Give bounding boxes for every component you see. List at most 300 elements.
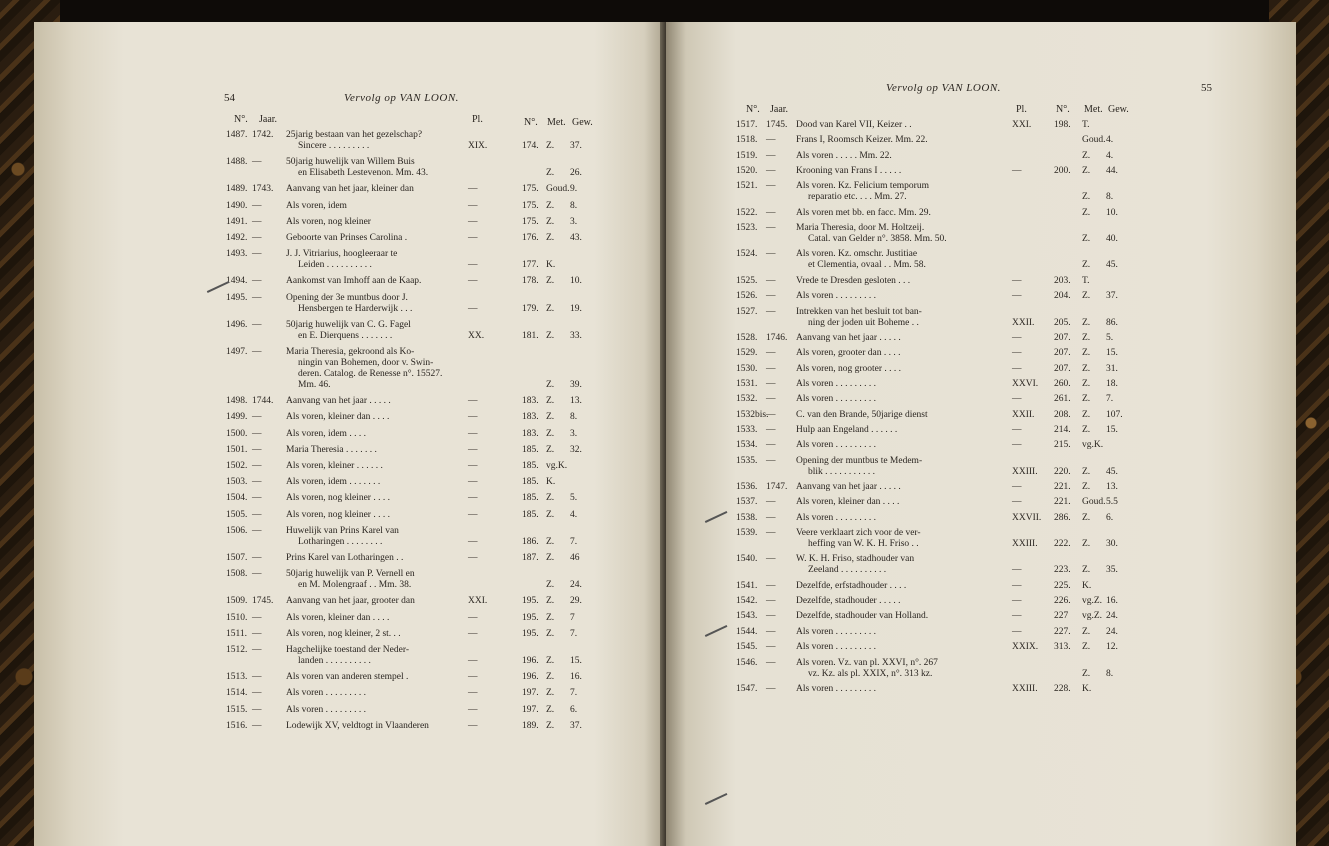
entry-metal: Goud. <box>1082 135 1106 146</box>
table-row <box>34 672 654 683</box>
table-row <box>34 429 654 440</box>
entry-year: — <box>252 672 262 683</box>
entry-year: — <box>252 493 262 504</box>
entry-weight: 5. <box>570 493 578 504</box>
table-row <box>666 410 1286 421</box>
entry-weight: 13. <box>570 396 582 407</box>
entry-description: Als voren van anderen stempel . <box>286 672 409 683</box>
entry-weight: 15. <box>1106 348 1118 359</box>
entry-description: Hulp aan Engeland . . . . . . <box>796 424 898 435</box>
entry-weight: 8. <box>1106 192 1114 203</box>
entry-plate-number: 227. <box>1054 626 1071 637</box>
entry-year: — <box>766 275 776 286</box>
entry-year: — <box>252 412 262 423</box>
entry-description: Als voren, nog grooter . . . . <box>796 363 902 374</box>
entry-number: 1536. <box>736 482 758 492</box>
entry-plate-number: 186. <box>522 536 539 547</box>
entry-plate: — <box>1012 291 1022 302</box>
entry-number: 1525. <box>736 275 758 286</box>
entry-plate-number: 313. <box>1054 642 1071 653</box>
entry-year: — <box>766 207 776 218</box>
entry-description: Als voren. Kz. omschr. Justitiae <box>796 249 918 260</box>
entry-plate: — <box>1012 482 1022 492</box>
entry-year: — <box>766 306 776 317</box>
entry-weight: 6. <box>1106 512 1114 523</box>
table-row <box>34 596 654 607</box>
table-row <box>34 320 654 342</box>
entry-metal: Z. <box>546 628 555 639</box>
entry-number: 1511. <box>226 628 248 639</box>
entry-description: 50jarig huwelijk van P. Vernell en <box>286 569 415 580</box>
entry-description: Dezelfde, stadhouder van Holland. <box>796 611 929 622</box>
entry-description: Als voren, kleiner . . . . . . <box>286 461 383 471</box>
table-row <box>666 348 1286 359</box>
entry-description: Als voren . . . . . . . . . <box>796 683 876 694</box>
table-row <box>34 688 654 699</box>
entry-metal: vg.K. <box>546 461 568 471</box>
entry-description: Als voren . . . . . . . . . <box>796 642 876 653</box>
entry-metal: Goud. <box>546 184 570 195</box>
entry-plate-number: 183. <box>522 396 539 407</box>
entry-plate: — <box>468 216 478 227</box>
entry-plate: — <box>468 233 478 243</box>
entry-metal: vg.Z. <box>1082 596 1103 607</box>
entry-description: Maria Theresia . . . . . . . <box>286 444 377 455</box>
entry-plate-number: 196. <box>522 656 539 666</box>
entry-description: Hensbergen te Harderwijk . . . <box>298 303 413 314</box>
entry-description: Als voren . . . . . Mm. 22. <box>796 150 892 161</box>
entry-metal: Z. <box>1082 482 1091 492</box>
table-row <box>666 513 1286 524</box>
table-row <box>34 553 654 564</box>
table-row <box>34 347 654 391</box>
entry-number: 1495. <box>226 292 248 303</box>
entry-metal: Z. <box>546 580 555 591</box>
entry-plate: — <box>468 688 478 699</box>
entry-description: Maria Theresia, door M. Holtzeij. <box>796 223 925 234</box>
table-row <box>666 166 1286 177</box>
page-number: 55 <box>1201 82 1212 94</box>
entry-year: — <box>766 424 776 435</box>
entry-weight: 37. <box>570 141 582 151</box>
entry-description: Opening der 3e muntbus door J. <box>286 292 408 303</box>
entry-year: — <box>252 276 262 287</box>
entry-metal: Z. <box>1082 539 1091 550</box>
entry-weight: 7. <box>570 628 578 639</box>
entry-description: en Elisabeth Lestevenon. Mm. 43. <box>298 168 429 179</box>
entry-metal: Z. <box>546 509 555 520</box>
entry-plate: XXI. <box>468 596 488 607</box>
entry-metal: Z. <box>546 493 555 504</box>
entry-year: — <box>766 657 776 668</box>
entry-plate-number: 220. <box>1054 466 1071 477</box>
table-row <box>666 497 1286 508</box>
entry-description: 25jarig bestaan van het gezelschap? <box>286 130 423 140</box>
entry-description: Maria Theresia, gekroond als Ko- <box>286 347 415 357</box>
entry-metal: Z. <box>1082 424 1091 435</box>
entry-weight: 29. <box>570 596 582 607</box>
entry-description: Als voren, grooter dan . . . . <box>796 348 901 359</box>
table-row <box>34 461 654 472</box>
entry-number: 1497. <box>226 347 248 357</box>
entry-description: Als voren . . . . . . . . . <box>796 512 876 523</box>
entry-number: 1530. <box>736 363 758 374</box>
entry-number: 1487. <box>226 130 248 140</box>
entry-description: Als voren, nog kleiner <box>286 216 371 227</box>
col-header-nr: N°. <box>1056 104 1070 115</box>
entry-description: Frans I, Roomsch Keizer. Mm. 22. <box>796 135 928 146</box>
table-row <box>34 396 654 407</box>
entry-weight: 39. <box>570 380 582 390</box>
entry-number: 1519. <box>736 150 758 161</box>
entry-description: vz. Kz. als pl. XXIX, n°. 313 kz. <box>808 668 933 679</box>
entry-metal: Z. <box>546 380 555 390</box>
entry-weight: 45. <box>1106 260 1118 271</box>
entry-metal: Z. <box>546 233 555 243</box>
entry-description: Lotharingen . . . . . . . . <box>298 536 383 547</box>
entry-year: 1746. <box>766 332 788 343</box>
entry-metal: Z. <box>1082 317 1091 328</box>
entry-metal: Z. <box>1082 409 1091 420</box>
entry-weight: 44. <box>1106 166 1118 177</box>
entry-year: — <box>252 157 262 168</box>
entry-plate-number: 207. <box>1054 363 1071 374</box>
entry-weight: 7 <box>570 612 575 623</box>
entry-weight: 24. <box>1106 626 1118 637</box>
entry-plate-number: 200. <box>1054 166 1071 177</box>
table-row <box>666 627 1286 638</box>
table-row <box>34 276 654 287</box>
entry-year: — <box>766 642 776 653</box>
entry-weight: 16. <box>570 672 582 683</box>
entry-metal: Z. <box>1082 234 1091 245</box>
entry-plate: — <box>1012 348 1022 359</box>
entry-weight: 35. <box>1106 565 1118 576</box>
table-row <box>34 412 654 423</box>
entry-year: — <box>252 216 262 227</box>
entry-number: 1504. <box>226 493 248 504</box>
entry-number: 1528. <box>736 332 758 343</box>
entry-description: reparatio etc. . . . Mm. 27. <box>808 192 907 203</box>
entry-plate-number: 185. <box>522 477 539 488</box>
entry-year: — <box>252 720 262 731</box>
entry-year: — <box>252 428 262 439</box>
entry-weight: 37. <box>1106 291 1118 302</box>
entry-plate: XXIII. <box>1012 683 1038 694</box>
entry-number: 1521. <box>736 181 758 192</box>
entry-number: 1535. <box>736 455 758 466</box>
entry-plate: — <box>1012 440 1022 451</box>
entry-year: — <box>252 645 262 655</box>
entry-weight: 30. <box>1106 539 1118 550</box>
entry-metal: vg.Z. <box>1082 611 1103 622</box>
left-page <box>34 22 666 846</box>
entry-description: Lodewijk XV, veldtogt in Vlaanderen <box>286 720 429 731</box>
entry-weight: 8. <box>570 412 578 423</box>
entry-weight: 107. <box>1106 409 1123 420</box>
entry-metal: K. <box>546 477 556 488</box>
entry-metal: T. <box>1082 275 1090 286</box>
scan-top-band <box>0 0 1329 22</box>
entry-description: Aanvang van het jaar, grooter dan <box>286 596 415 607</box>
entry-number: 1534. <box>736 440 758 451</box>
entry-description: landen . . . . . . . . . . <box>298 656 371 666</box>
entry-plate-number: 197. <box>522 688 539 699</box>
table-row <box>666 611 1286 622</box>
entry-metal: Z. <box>1082 394 1091 405</box>
entry-plate: — <box>1012 424 1022 435</box>
entry-year: — <box>766 683 776 694</box>
entry-number: 1508. <box>226 569 248 580</box>
entry-year: — <box>766 512 776 523</box>
entry-plate: — <box>468 260 478 271</box>
entry-plate: — <box>468 509 478 520</box>
entry-number: 1542. <box>736 596 758 607</box>
entry-number: 1532bis. <box>736 409 769 420</box>
entry-metal: Z. <box>546 656 555 666</box>
entry-number: 1503. <box>226 477 248 488</box>
col-header-gew: Gew. <box>572 117 593 128</box>
entry-description: en E. Dierquens . . . . . . . <box>298 330 393 341</box>
table-row <box>666 528 1286 550</box>
entry-metal: T. <box>1082 120 1090 130</box>
entry-weight: 19. <box>570 303 582 314</box>
entry-weight: 9. <box>570 184 578 195</box>
table-row <box>666 596 1286 607</box>
entry-description: Als voren, nog kleiner . . . . <box>286 509 390 520</box>
entry-description: Aanvang van het jaar . . . . . <box>796 482 901 492</box>
entry-description: Mm. 46. <box>298 380 331 390</box>
entry-metal: Z. <box>1082 207 1091 218</box>
entry-year: — <box>252 612 262 623</box>
entry-metal: Z. <box>546 553 555 563</box>
entry-number: 1538. <box>736 512 758 523</box>
entry-plate-number: 185. <box>522 509 539 520</box>
entry-description: Als voren, idem . . . . . . . <box>286 477 381 488</box>
entry-year: — <box>252 461 262 471</box>
table-row <box>34 705 654 716</box>
entry-number: 1506. <box>226 525 248 536</box>
entry-plate: — <box>468 553 478 563</box>
entry-number: 1531. <box>736 378 758 389</box>
entry-description: Als voren, nog kleiner . . . . <box>286 493 390 504</box>
entry-number: 1541. <box>736 580 758 591</box>
entry-year: — <box>252 628 262 639</box>
entry-year: — <box>766 348 776 359</box>
entry-year: 1745. <box>252 596 274 607</box>
table-row <box>34 493 654 504</box>
entry-plate: — <box>1012 565 1022 576</box>
entry-year: — <box>252 444 262 455</box>
entry-plate-number: 195. <box>522 628 539 639</box>
entry-number: 1516. <box>226 720 248 731</box>
table-row <box>34 184 654 195</box>
entry-plate-number: 226. <box>1054 596 1071 607</box>
entry-metal: Z. <box>1082 642 1091 653</box>
table-row <box>666 684 1286 695</box>
entry-plate-number: 176. <box>522 233 539 243</box>
entry-plate-number: 260. <box>1054 378 1071 389</box>
entry-weight: 8. <box>570 200 578 211</box>
entry-year: 1747. <box>766 482 788 492</box>
col-header-nr: N°. <box>524 117 538 128</box>
entry-weight: 16. <box>1106 596 1118 607</box>
table-row <box>34 629 654 640</box>
table-row <box>666 181 1286 203</box>
table-row <box>666 120 1286 131</box>
entry-description: W. K. H. Friso, stadhouder van <box>796 554 915 565</box>
entry-metal: K. <box>1082 580 1092 591</box>
entry-plate: — <box>468 461 478 471</box>
col-header-met: Met. <box>547 117 566 128</box>
entry-plate: — <box>468 656 478 666</box>
entry-weight: 10. <box>1106 207 1118 218</box>
entry-plate-number: 178. <box>522 276 539 287</box>
entry-weight: 13. <box>1106 482 1118 492</box>
table-row <box>666 135 1286 146</box>
entry-number: 1488. <box>226 157 248 168</box>
table-row <box>666 658 1286 680</box>
entry-description: Vrede te Dresden gesloten . . . <box>796 275 911 286</box>
entry-year: — <box>766 455 776 466</box>
entry-metal: Z. <box>1082 260 1091 271</box>
table-row <box>666 456 1286 478</box>
entry-metal: Z. <box>546 596 555 607</box>
entry-plate: — <box>468 493 478 504</box>
entry-plate-number: 198. <box>1054 120 1071 130</box>
entry-weight: 37. <box>570 720 582 731</box>
entry-plate: — <box>1012 394 1022 405</box>
entry-year: — <box>766 554 776 565</box>
entry-plate-number: 183. <box>522 412 539 423</box>
entry-metal: Z. <box>546 672 555 683</box>
entry-plate-number: 204. <box>1054 291 1071 302</box>
table-row <box>666 291 1286 302</box>
entry-weight: 45. <box>1106 466 1118 477</box>
entry-number: 1492. <box>226 233 248 243</box>
entry-weight: 15. <box>570 656 582 666</box>
entry-plate-number: 228. <box>1054 683 1071 694</box>
entry-plate-number: 195. <box>522 612 539 623</box>
entry-weight: 5. <box>1106 332 1114 343</box>
entry-year: — <box>766 166 776 177</box>
entry-year: — <box>766 580 776 591</box>
entry-year: — <box>252 347 262 357</box>
entry-plate-number: 185. <box>522 444 539 455</box>
table-row <box>34 233 654 244</box>
entry-plate: — <box>468 303 478 314</box>
entry-plate: XXII. <box>1012 409 1035 420</box>
pencil-mark <box>705 793 727 805</box>
entry-weight: 10. <box>570 276 582 287</box>
entry-plate-number: 261. <box>1054 394 1071 405</box>
entry-metal: Z. <box>1082 166 1091 177</box>
entry-plate-number: 174. <box>522 141 539 151</box>
entry-year: — <box>252 688 262 699</box>
entry-number: 1513. <box>226 672 248 683</box>
entry-description: Veere verklaart zich voor de ver- <box>796 528 921 539</box>
table-row <box>34 569 654 591</box>
entry-weight: 4. <box>570 509 578 520</box>
entry-year: 1745. <box>766 120 788 130</box>
entry-metal: Z. <box>1082 512 1091 523</box>
table-row <box>34 157 654 179</box>
entry-description: Huwelijk van Prins Karel van <box>286 525 399 536</box>
entry-description: Geboorte van Prinses Carolina . <box>286 233 408 243</box>
entry-plate-number: 175. <box>522 184 539 195</box>
entry-description: Als voren . . . . . . . . . <box>796 378 876 389</box>
col-header-pl: Pl. <box>1016 104 1027 115</box>
entry-number: 1537. <box>736 497 758 508</box>
entry-year: — <box>252 233 262 243</box>
entry-number: 1494. <box>226 276 248 287</box>
entry-plate-number: 177. <box>522 260 539 271</box>
entry-year: — <box>766 135 776 146</box>
table-row <box>666 151 1286 162</box>
entry-weight: 43. <box>570 233 582 243</box>
entry-description: Catal. van Gelder n°. 3858. Mm. 50. <box>808 234 947 245</box>
entry-description: Als voren. Vz. van pl. XXVI, n°. 267 <box>796 657 938 668</box>
entry-number: 1509. <box>226 596 248 607</box>
entry-number: 1545. <box>736 642 758 653</box>
entry-plate: — <box>1012 497 1022 508</box>
entry-weight: 4. <box>1106 150 1114 161</box>
entry-plate: — <box>468 428 478 439</box>
table-row <box>666 581 1286 592</box>
entry-number: 1493. <box>226 249 248 260</box>
entry-year: 1743. <box>252 184 274 195</box>
entry-plate-number: 225. <box>1054 580 1071 591</box>
entry-number: 1510. <box>226 612 248 623</box>
entry-year: — <box>252 477 262 488</box>
entry-description: Aanvang van het jaar, kleiner dan <box>286 184 414 195</box>
entry-metal: Z. <box>546 396 555 407</box>
entry-metal: Z. <box>1082 291 1091 302</box>
entry-description: deren. Catalog. de Renesse n°. 15527. <box>298 369 443 379</box>
entry-description: Als voren, nog kleiner, 2 st. . . <box>286 628 401 639</box>
entry-plate: — <box>468 628 478 639</box>
entry-weight: 4. <box>1106 135 1114 146</box>
table-row <box>34 249 654 271</box>
entry-plate: XX. <box>468 330 485 341</box>
entry-description: Als voren, idem . . . . <box>286 428 366 439</box>
entry-weight: 5.5 <box>1106 497 1118 508</box>
entry-year: — <box>766 181 776 192</box>
entry-description: Als voren. Kz. Felicium temporum <box>796 181 929 192</box>
table-row <box>34 721 654 732</box>
table-row <box>34 526 654 548</box>
table-row <box>34 130 654 152</box>
entry-number: 1502. <box>226 461 248 471</box>
entry-number: 1518. <box>736 135 758 146</box>
entry-metal: Z. <box>1082 363 1091 374</box>
entry-metal: Z. <box>546 704 555 715</box>
table-row <box>34 445 654 456</box>
entry-number: 1533. <box>736 424 758 435</box>
entry-plate-number: 223. <box>1054 565 1071 576</box>
entry-number: 1520. <box>736 166 758 177</box>
entry-year: — <box>766 150 776 161</box>
entry-description: Opening der muntbus te Medem- <box>796 455 923 466</box>
entry-number: 1501. <box>226 444 248 455</box>
entry-metal: Z. <box>1082 192 1091 203</box>
entry-plate: — <box>468 396 478 407</box>
entry-weight: 3. <box>570 216 578 227</box>
entry-year: — <box>252 704 262 715</box>
entry-plate-number: 185. <box>522 493 539 504</box>
entry-year: — <box>766 626 776 637</box>
table-row <box>34 293 654 315</box>
